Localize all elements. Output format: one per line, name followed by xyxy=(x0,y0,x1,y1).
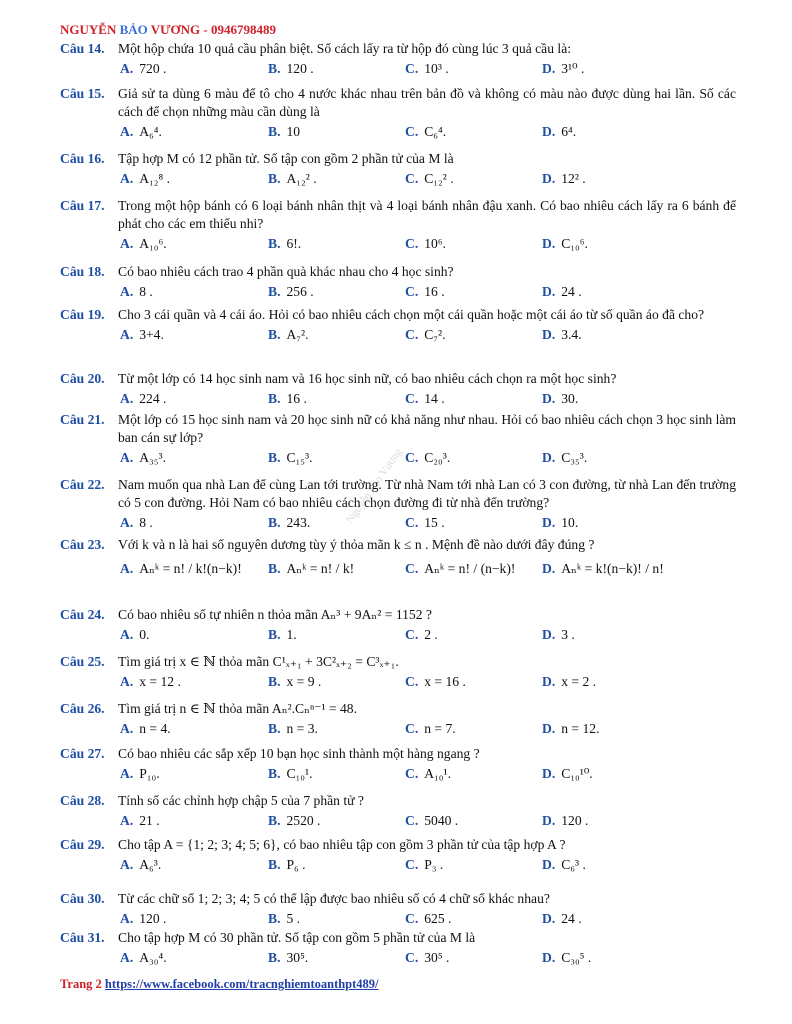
question-23 xyxy=(60,536,736,590)
option-c: C. Aₙᵏ = n! / (n−k)! xyxy=(405,561,516,576)
option-d: D. n = 12. xyxy=(542,721,600,736)
option-b: B. C₁₅³. xyxy=(268,450,313,465)
question-stem: Tập hợp M có 12 phần tử. Số tập con gồm 2 phần tử của M là xyxy=(118,151,454,166)
question-number: Câu 28. xyxy=(60,793,105,808)
question-stem: Từ các chữ số 1; 2; 3; 4; 5 có thể lập được bao nhiêu số có 4 chữ số khác nhau? xyxy=(118,891,550,906)
question-number: Câu 31. xyxy=(60,930,105,945)
option-b: B. n = 3. xyxy=(268,721,318,736)
question-number: Câu 29. xyxy=(60,837,105,852)
option-a: A. 3+4. xyxy=(120,327,164,342)
question-stem: Có bao nhiêu các sắp xếp 10 bạn học sinh thành một hàng ngang ? xyxy=(118,746,480,761)
question-number: Câu 16. xyxy=(60,151,105,166)
option-a: A. A₁₀⁶. xyxy=(120,236,167,251)
option-c: C. 5040 . xyxy=(405,813,459,828)
question-number: Câu 25. xyxy=(60,654,105,669)
question-14 xyxy=(60,40,736,80)
option-b: B. P₆ . xyxy=(268,857,306,872)
header-name-c: VƯƠNG - 0946798489 xyxy=(147,22,276,37)
document-header xyxy=(60,22,276,38)
question-number: Câu 22. xyxy=(60,477,105,492)
option-a: A. 8 . xyxy=(120,284,153,299)
question-stem: Có bao nhiêu số tự nhiên n thỏa mãn Aₙ³ + 9Aₙ² = 1152 ? xyxy=(118,607,432,622)
option-c: C. 10⁶. xyxy=(405,236,446,251)
question-number: Câu 20. xyxy=(60,371,105,386)
question-15 xyxy=(60,85,736,143)
option-b: B. 10 xyxy=(268,124,301,139)
option-a: A. Aₙᵏ = n! / k!(n−k)! xyxy=(120,561,242,576)
question-number: Câu 24. xyxy=(60,607,105,622)
option-c: C. x = 16 . xyxy=(405,674,466,689)
question-20 xyxy=(60,370,736,410)
page-number: Trang 2 xyxy=(60,977,102,991)
option-b: B. 16 . xyxy=(268,391,307,406)
option-c: C. 625 . xyxy=(405,911,452,926)
option-b: B. x = 9 . xyxy=(268,674,322,689)
question-stem: Tìm giá trị x ∈ ℕ thỏa mãn C¹ₓ₊₁ + 3C²ₓ₊₂ = C³ₓ₊₁. xyxy=(118,654,399,669)
question-stem: Cho tập hợp M có 30 phần tử. Số tập con gồm 5 phần tử của M là xyxy=(118,930,476,945)
option-d: D. 24 . xyxy=(542,911,582,926)
option-d: D. 3¹⁰ . xyxy=(542,61,585,76)
option-d: D. 6⁴. xyxy=(542,124,577,139)
option-a: A. x = 12 . xyxy=(120,674,181,689)
option-c: C. 2 . xyxy=(405,627,438,642)
option-d: D. C₆³ . xyxy=(542,857,586,872)
option-d: D. 24 . xyxy=(542,284,582,299)
option-d: D. C₁₀¹⁰. xyxy=(542,766,593,781)
page-footer xyxy=(60,977,379,992)
option-b: B. 6!. xyxy=(268,236,302,251)
question-number: Câu 27. xyxy=(60,746,105,761)
option-b: B. 120 . xyxy=(268,61,314,76)
option-d: D. 12² . xyxy=(542,171,586,186)
question-stem: Tìm giá trị n ∈ ℕ thỏa mãn Aₙ².Cₙⁿ⁻¹ = 48. xyxy=(118,701,357,716)
option-c: C. 15 . xyxy=(405,515,445,530)
option-d: D. 3 . xyxy=(542,627,575,642)
option-a: A. 21 . xyxy=(120,813,160,828)
question-19 xyxy=(60,306,736,346)
header-name-a: NGUYỄN xyxy=(60,22,120,37)
option-c: C. 10³ . xyxy=(405,61,449,76)
question-stem: Tính số các chỉnh hợp chập 5 của 7 phần tử ? xyxy=(118,793,364,808)
question-21 xyxy=(60,411,736,469)
option-c: C. n = 7. xyxy=(405,721,456,736)
question-number: Câu 14. xyxy=(60,41,105,56)
option-a: A. 8 . xyxy=(120,515,153,530)
option-c: C. C₁₂² . xyxy=(405,171,454,186)
option-c: C. A₁₀¹. xyxy=(405,766,451,781)
option-d: D. C₃₀⁵ . xyxy=(542,950,592,965)
option-d: D. Aₙᵏ = k!(n−k)! / n! xyxy=(542,561,664,576)
option-d: D. 120 . xyxy=(542,813,589,828)
option-a: A. A₃₅³. xyxy=(120,450,166,465)
question-stem: Nam muốn qua nhà Lan để cùng Lan tới trường. Từ nhà Nam tới nhà Lan có 3 con đường, từ nhà Lan đến trường có 5 con đường. Hỏi Nam có bao nhiêu cách chọn đường đi từ nhà đến trường? xyxy=(118,477,736,510)
question-number: Câu 26. xyxy=(60,701,105,716)
facebook-link[interactable]: https://www.facebook.com/tracnghiemtoanthpt489/ xyxy=(104,977,379,991)
question-number: Câu 19. xyxy=(60,307,105,322)
option-b: B. Aₙᵏ = n! / k! xyxy=(268,561,355,576)
question-17 xyxy=(60,197,736,255)
question-number: Câu 21. xyxy=(60,412,105,427)
question-stem: Có bao nhiêu cách trao 4 phần quà khác nhau cho 4 học sinh? xyxy=(118,264,454,279)
option-a: A. A₆³. xyxy=(120,857,162,872)
option-b: B. 243. xyxy=(268,515,311,530)
option-b: B. C₁₀¹. xyxy=(268,766,313,781)
option-a: A. A₁₂⁸ . xyxy=(120,171,171,186)
option-b: B. 1. xyxy=(268,627,297,642)
option-a: A. 224 . xyxy=(120,391,167,406)
option-c: C. 16 . xyxy=(405,284,445,299)
question-16 xyxy=(60,150,736,190)
question-stem: Cho tập A = {1; 2; 3; 4; 5; 6}, có bao nhiêu tập con gồm 3 phần tử của tập hợp A ? xyxy=(118,837,566,852)
question-25 xyxy=(60,653,736,693)
question-31 xyxy=(60,929,736,969)
question-24 xyxy=(60,606,736,646)
option-c: C. 30⁵ . xyxy=(405,950,450,965)
question-number: Câu 23. xyxy=(60,537,105,552)
option-d: D. 3.4. xyxy=(542,327,582,342)
option-d: D. C₁₀⁶. xyxy=(542,236,588,251)
option-b: B. 2520 . xyxy=(268,813,321,828)
option-a: A. A₃₀⁴. xyxy=(120,950,167,965)
option-c: C. P₃ . xyxy=(405,857,444,872)
question-stem: Với k và n là hai số nguyên dương tùy ý thỏa mãn k ≤ n . Mệnh đề nào dưới đây đúng ? xyxy=(118,537,595,552)
question-stem: Cho 3 cái quần và 4 cái áo. Hỏi có bao nhiêu cách chọn một cái quần hoặc một cái áo từ số quần áo đã cho? xyxy=(118,307,705,322)
option-c: C. C₂₀³. xyxy=(405,450,451,465)
header-name-b: BẢO xyxy=(119,22,148,37)
question-number: Câu 17. xyxy=(60,198,105,213)
question-number: Câu 15. xyxy=(60,86,105,101)
option-c: C. C₆⁴. xyxy=(405,124,447,139)
option-a: A. A₆⁴. xyxy=(120,124,162,139)
question-stem: Từ một lớp có 14 học sinh nam và 16 học sinh nữ, có bao nhiêu cách chọn ra một học sinh? xyxy=(118,371,617,386)
question-number: Câu 30. xyxy=(60,891,105,906)
question-number: Câu 18. xyxy=(60,264,105,279)
question-18 xyxy=(60,263,736,303)
option-d: D. 10. xyxy=(542,515,579,530)
question-26 xyxy=(60,700,736,740)
watermark: Nguyễn Bảo Vương xyxy=(343,446,405,526)
option-b: B. 30⁵. xyxy=(268,950,309,965)
option-c: C. C₇². xyxy=(405,327,446,342)
question-stem: Một hộp chứa 10 quả cầu phân biệt. Số cách lấy ra từ hộp đó cùng lúc 3 quả cầu là: xyxy=(118,41,572,56)
option-a: A. 0. xyxy=(120,627,150,642)
question-22 xyxy=(60,476,736,534)
question-28 xyxy=(60,792,736,832)
option-a: A. n = 4. xyxy=(120,721,171,736)
option-b: B. 256 . xyxy=(268,284,314,299)
question-30 xyxy=(60,890,736,930)
question-stem: Trong một hộp bánh có 6 loại bánh nhân thịt và 4 loại bánh nhân đậu xanh. Có bao nhiêu cách lấy ra 6 bánh để phát cho các em thiếu nhi? xyxy=(118,198,736,231)
option-d: D. C₃₅³. xyxy=(542,450,588,465)
question-stem: Giả sử ta dùng 6 màu để tô cho 4 nước khác nhau trên bản đồ và không có màu nào được dùng hai lần. Số các cách để chọn những màu cần dùng là xyxy=(118,86,736,119)
question-27 xyxy=(60,745,736,785)
option-d: D. 30. xyxy=(542,391,579,406)
option-a: A. P₁₀. xyxy=(120,766,160,781)
option-a: A. 120 . xyxy=(120,911,167,926)
question-29 xyxy=(60,836,736,876)
option-c: C. 14 . xyxy=(405,391,445,406)
option-b: B. A₁₂² . xyxy=(268,171,317,186)
option-d: D. x = 2 . xyxy=(542,674,597,689)
question-stem: Một lớp có 15 học sinh nam và 20 học sinh nữ có khả năng như nhau. Hỏi có bao nhiêu cách chọn 3 học sinh làm ban cán sự lớp? xyxy=(118,412,736,445)
option-a: A. 720 . xyxy=(120,61,167,76)
option-b: B. A₇². xyxy=(268,327,309,342)
option-b: B. 5 . xyxy=(268,911,301,926)
